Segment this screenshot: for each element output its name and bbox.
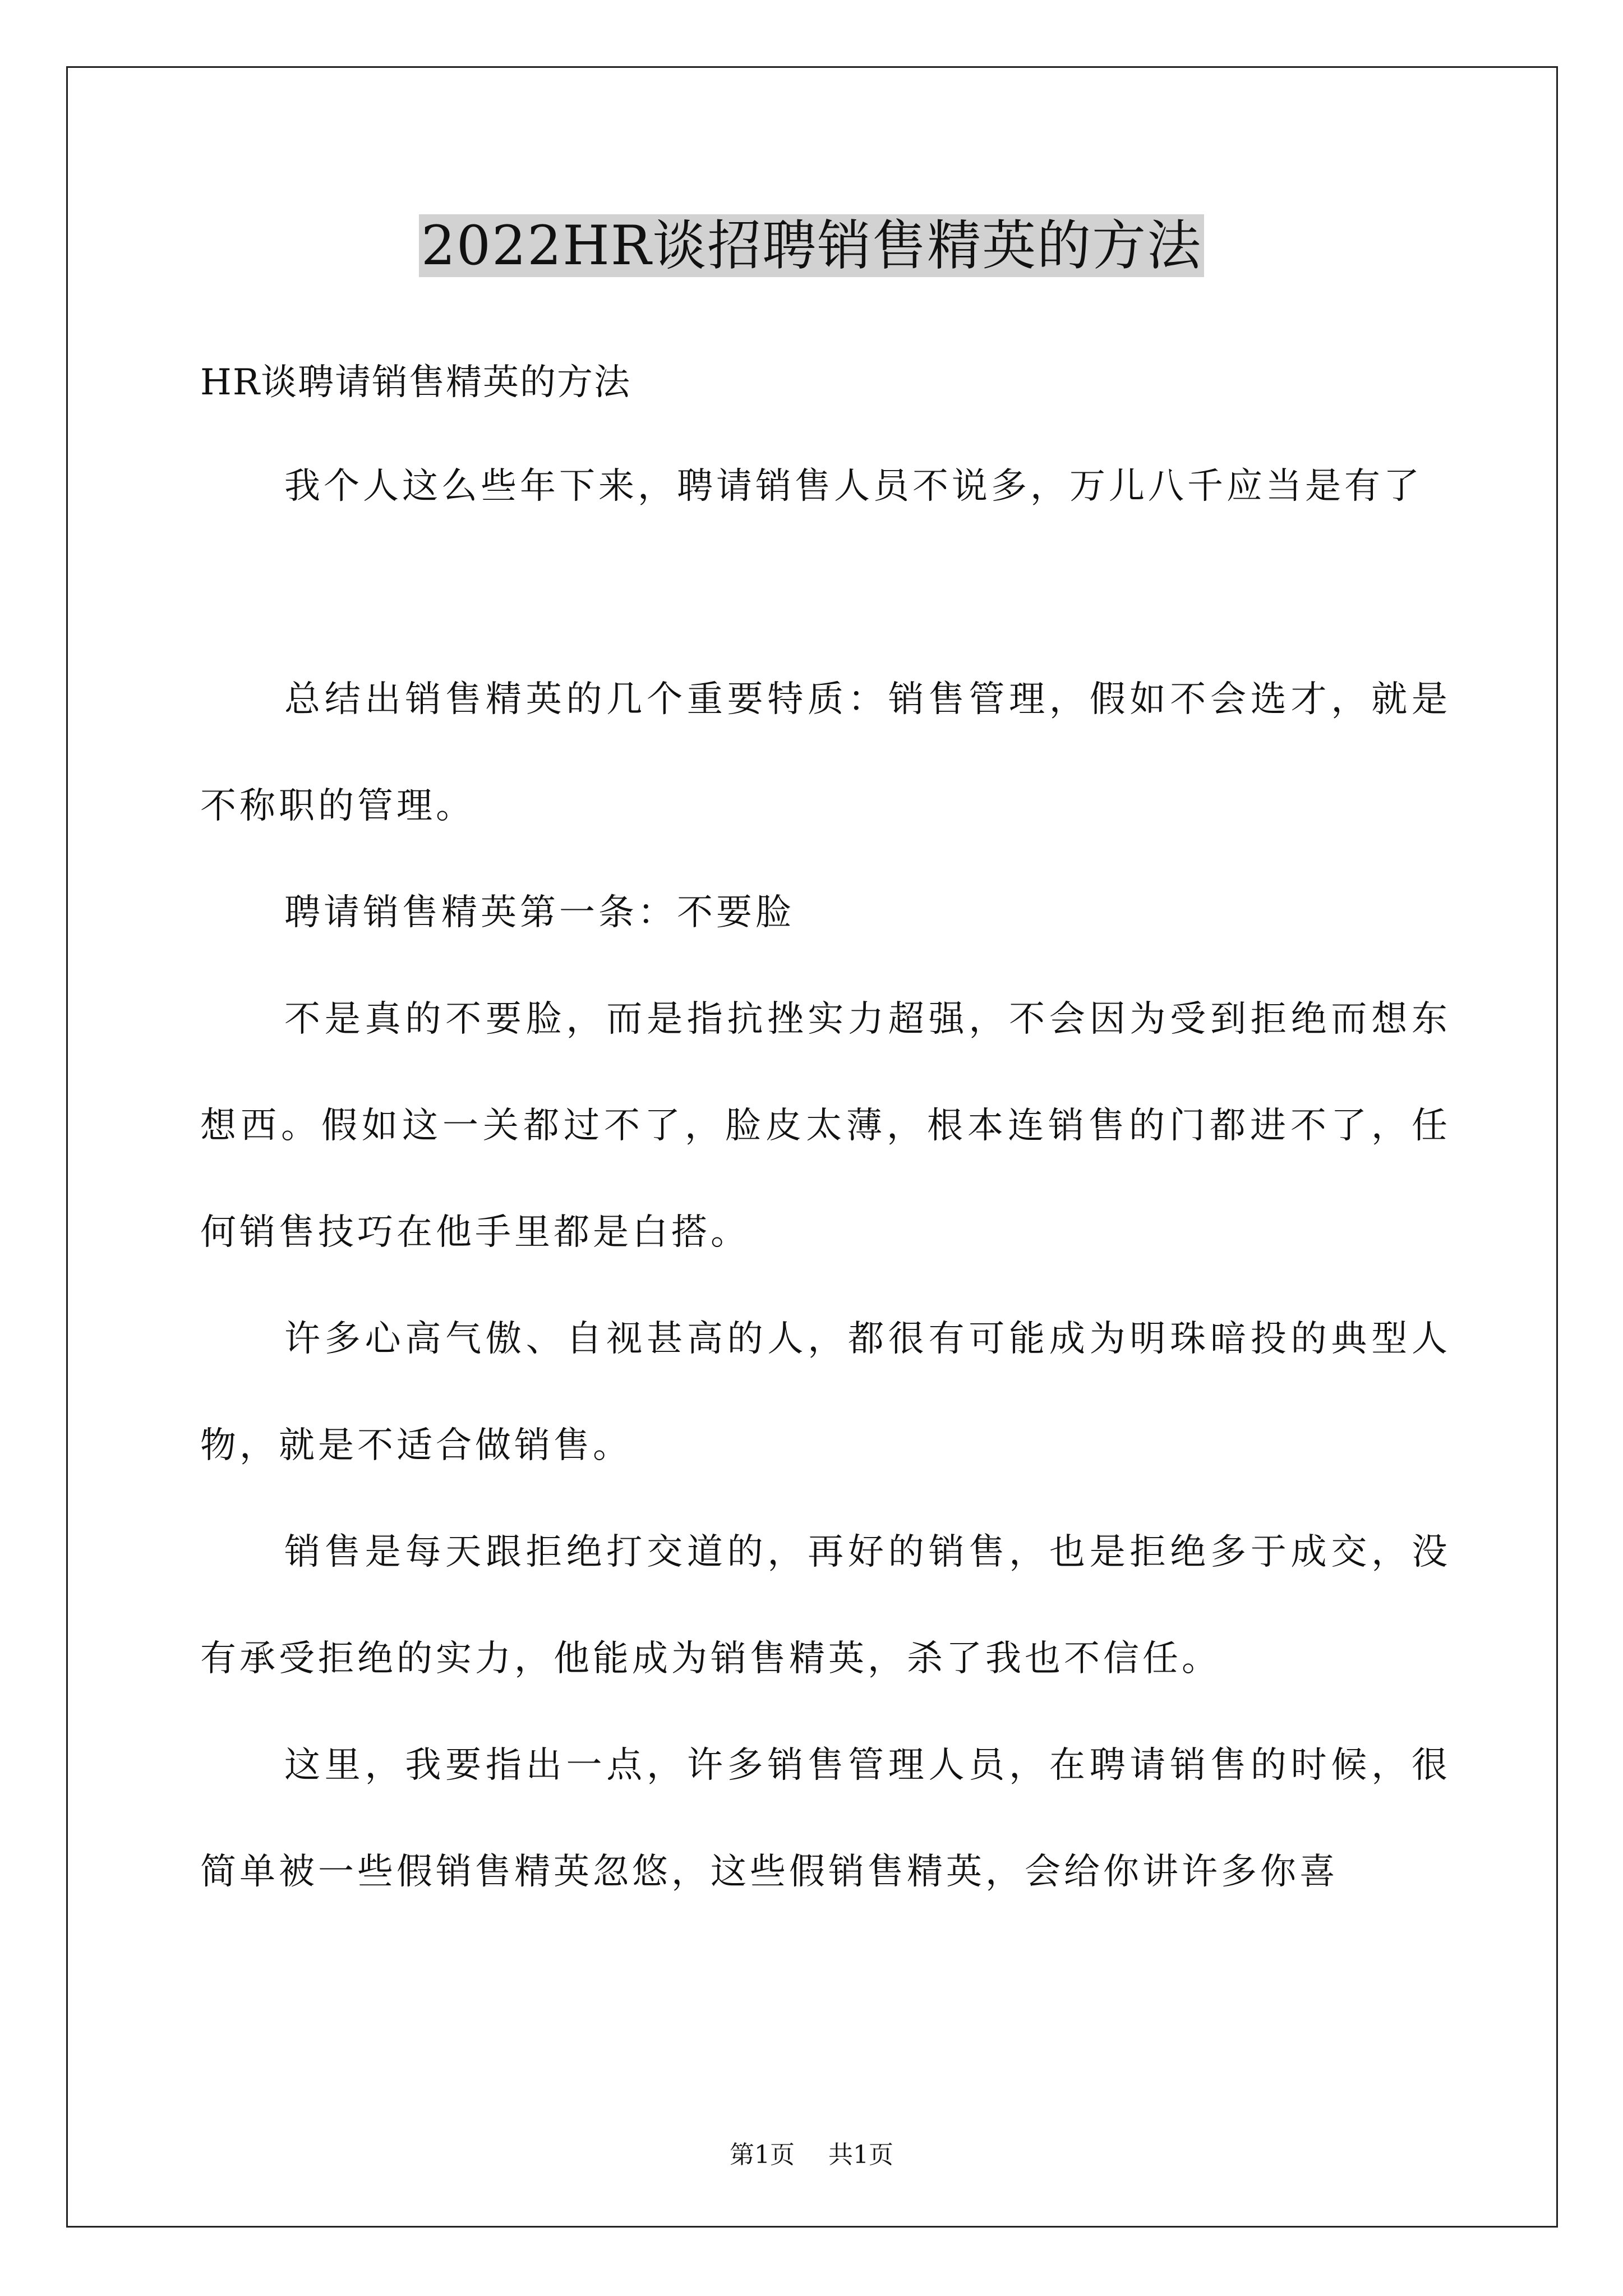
- page-total: 共1页: [828, 2141, 893, 2169]
- document-subtitle: HR谈聘请销售精英的方法: [200, 362, 631, 403]
- paragraph-3: 聘请销售精英第一条：不要脸: [284, 892, 795, 933]
- paragraph-2: 总结出销售精英的几个重要特质：销售管理，假如不会选才，就是不称职的管理。: [200, 679, 1451, 827]
- paragraph-1: 我个人这么些年下来，聘请销售人员不说多，万儿八千应当是有了: [284, 466, 1423, 507]
- page-footer: [0, 2138, 1623, 2172]
- document-body: [200, 343, 1451, 1925]
- document-title-text: 2022HR谈招聘销售精英的方法: [419, 214, 1204, 277]
- paragraph-7: 这里，我要指出一点，许多销售管理人员，在聘请销售的时候，很简单被一些假销售精英忽悠，这些假销售精英，会给你讲许多你喜: [200, 1745, 1451, 1893]
- blank-line: [200, 540, 1451, 646]
- page-number: 第1页: [730, 2141, 795, 2169]
- spacer: [200, 422, 1451, 433]
- document-title: [0, 206, 1623, 285]
- paragraph-4: 不是真的不要脸，而是指抗挫实力超强，不会因为受到拒绝而想东想西。假如这一关都过不了，脸皮太薄，根本连销售的门都进不了，任何销售技巧在他手里都是白搭。: [200, 999, 1451, 1253]
- paragraph-5: 许多心高气傲、自视甚高的人，都很有可能成为明珠暗投的典型人物，就是不适合做销售。: [200, 1318, 1451, 1466]
- paragraph-6: 销售是每天跟拒绝打交道的，再好的销售，也是拒绝多于成交，没有承受拒绝的实力，他能成为销售精英，杀了我也不信任。: [200, 1531, 1451, 1680]
